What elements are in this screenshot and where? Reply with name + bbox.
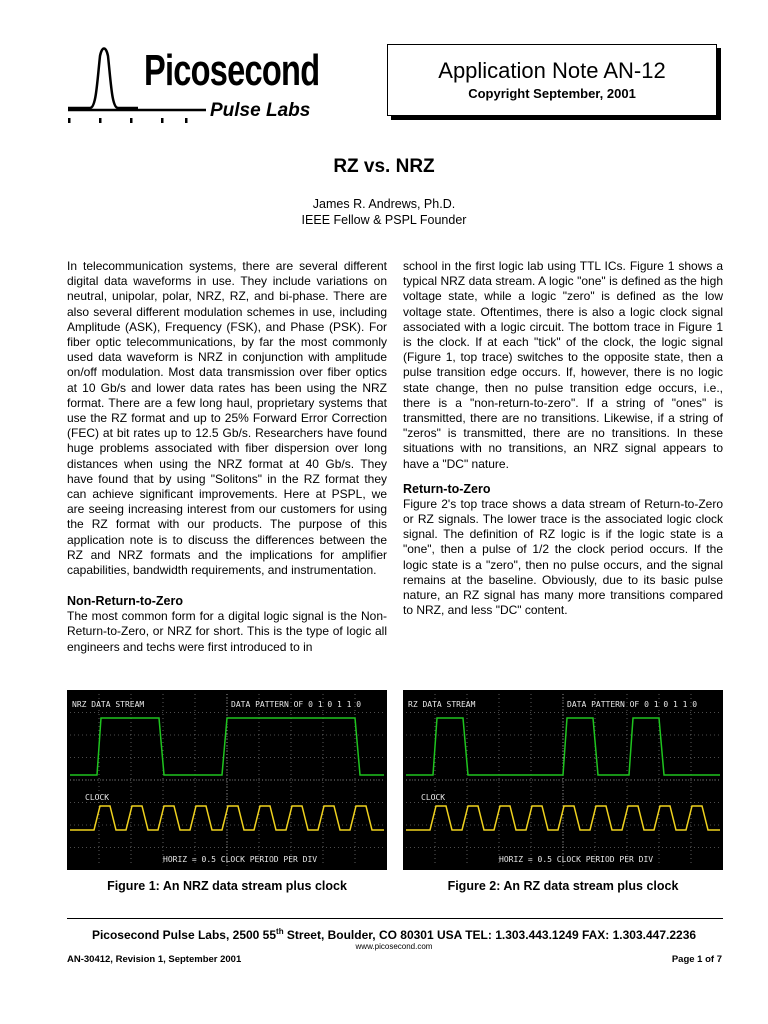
rz-paragraph: Figure 2's top trace shows a data stream of Return-to-Zero or RZ signals. The lower trace is the associated logic clock signal. The definition of RZ logic is if the logic state is a "one", then a pulse of 1/2 the clock period occurs. If the logic state is a "zero", then no pulse occurs, and the signal remains at the baseline. Obviously, due to its basic pulse nature, an RZ signal has many more transitions compared to NRZ, and less "DC" content. [403,496,723,618]
pattern-label: DATA PATTERN OF 0 1 0 1 1 0 [231,700,362,709]
clock-label: CLOCK [421,793,446,802]
clock-label: CLOCK [85,793,110,802]
company-logo [66,44,346,130]
pattern-label: DATA PATTERN OF 0 1 0 1 1 0 [567,700,698,709]
document-title: RZ vs. NRZ [333,156,435,177]
logo-tagline: Pulse Labs [210,100,311,121]
stream-label: NRZ DATA STREAM [72,700,145,709]
horiz-label: HORIZ = 0.5 CLOCK PERIOD PER DIV [163,855,318,864]
figure-2-oscilloscope [403,690,723,870]
address-end: Street, Boulder, CO 80301 USA TEL: 1.303.443.1249 FAX: 1.303.447.2236 [283,928,697,942]
application-note-box [387,44,717,116]
page-number: Page 1 of 7 [671,954,722,965]
copyright-line: Copyright September, 2001 [468,86,636,101]
scope-graticule [406,694,720,866]
author-affiliation: IEEE Fellow & PSPL Founder [301,213,467,227]
address-start: Picosecond Pulse Labs, 2500 55 [91,928,277,942]
figure-1-oscilloscope [67,690,387,870]
horiz-label: HORIZ = 0.5 CLOCK PERIOD PER DIV [499,855,654,864]
stream-label: RZ DATA STREAM [408,700,476,709]
nrz-paragraph-continued: school in the first logic lab using TTL ICs. Figure 1 shows a typical NRZ data stream. A logic "one" is defined as the high voltage state, while a logic "zero" is defined as the low voltage state. Oftentimes, there is also a logic clock signal associated with a logic circuit. The bottom trace in Figure 1 is the clock. If at each "tick" of the clock, the logic signal (Figure 1, top trace) switches to the opposite state, then a pulse transition edge occurs. If, however, there is no logic state change, then no pulse transition edge occurs, i.e., there is a "non-return-to-zero". If a string of "ones" is transmitted, there are no transitions. Likewise, if a string of "zeros" is transmitted, there are no transitions. In these situations with no transitions, an NRZ signal appears to have a "DC" nature. [403,259,723,471]
address-superscript: th [276,927,284,936]
footer-website: www.picosecond.com [355,942,433,951]
right-column [403,259,723,618]
rz-heading: Return-to-Zero [403,481,491,496]
nrz-heading: Non-Return-to-Zero [67,594,183,609]
figure-1-caption: Figure 1: An NRZ data stream plus clock [107,879,347,893]
figure-2-caption: Figure 2: An RZ data stream plus clock [447,879,679,893]
intro-paragraph: In telecommunication systems, there are several different digital data waveforms in use. They include variations on neutral, unipolar, polar, NRZ, RZ, and bi-phase. There are also several different modulation schemes in use, including Amplitude (ASK), Frequency (FSK), and Phase (PSK). For fiber optic telecommunications, by far the most commonly used data waveform is NRZ in conjunction with amplitude on/off modulation. Most data transmission over fiber optics at 10 Gb/s and lower data rates has been using the NRZ format. There are a few long haul, proprietary systems that use the RZ format and up to 25% Forward Error Correction (FEC) at bit rates up to 12.5 Gb/s. Researchers have found huge problems associated with fiber dispersion over long distances when using the NRZ format at 40 Gb/s. They have found that by using "Solitons" in the RZ format they can achieve significant improvements. Here at PSPL, we are seeing increasing interest from our customers for using the RZ format with our products. The purpose of this application note is to discuss the differences between the RZ and NRZ formats and the implications for amplifier capabilities, bandwidth requirements, and instrumentation. [67,259,387,578]
footer-divider [67,918,723,919]
nrz-paragraph-start: The most common form for a digital logic signal is the Non-Return-to-Zero, or NRZ for short. This is the type of logic all engineers and techs were first introduced to in [67,609,387,654]
revision-info: AN-30412, Revision 1, September 2001 [67,954,242,965]
logo-wordmark: Picosecond [144,46,320,95]
application-note-title: Application Note AN-12 [438,58,666,83]
left-column [67,259,387,655]
author-name: James R. Andrews, Ph.D. [312,197,456,211]
footer-address [0,927,768,942]
